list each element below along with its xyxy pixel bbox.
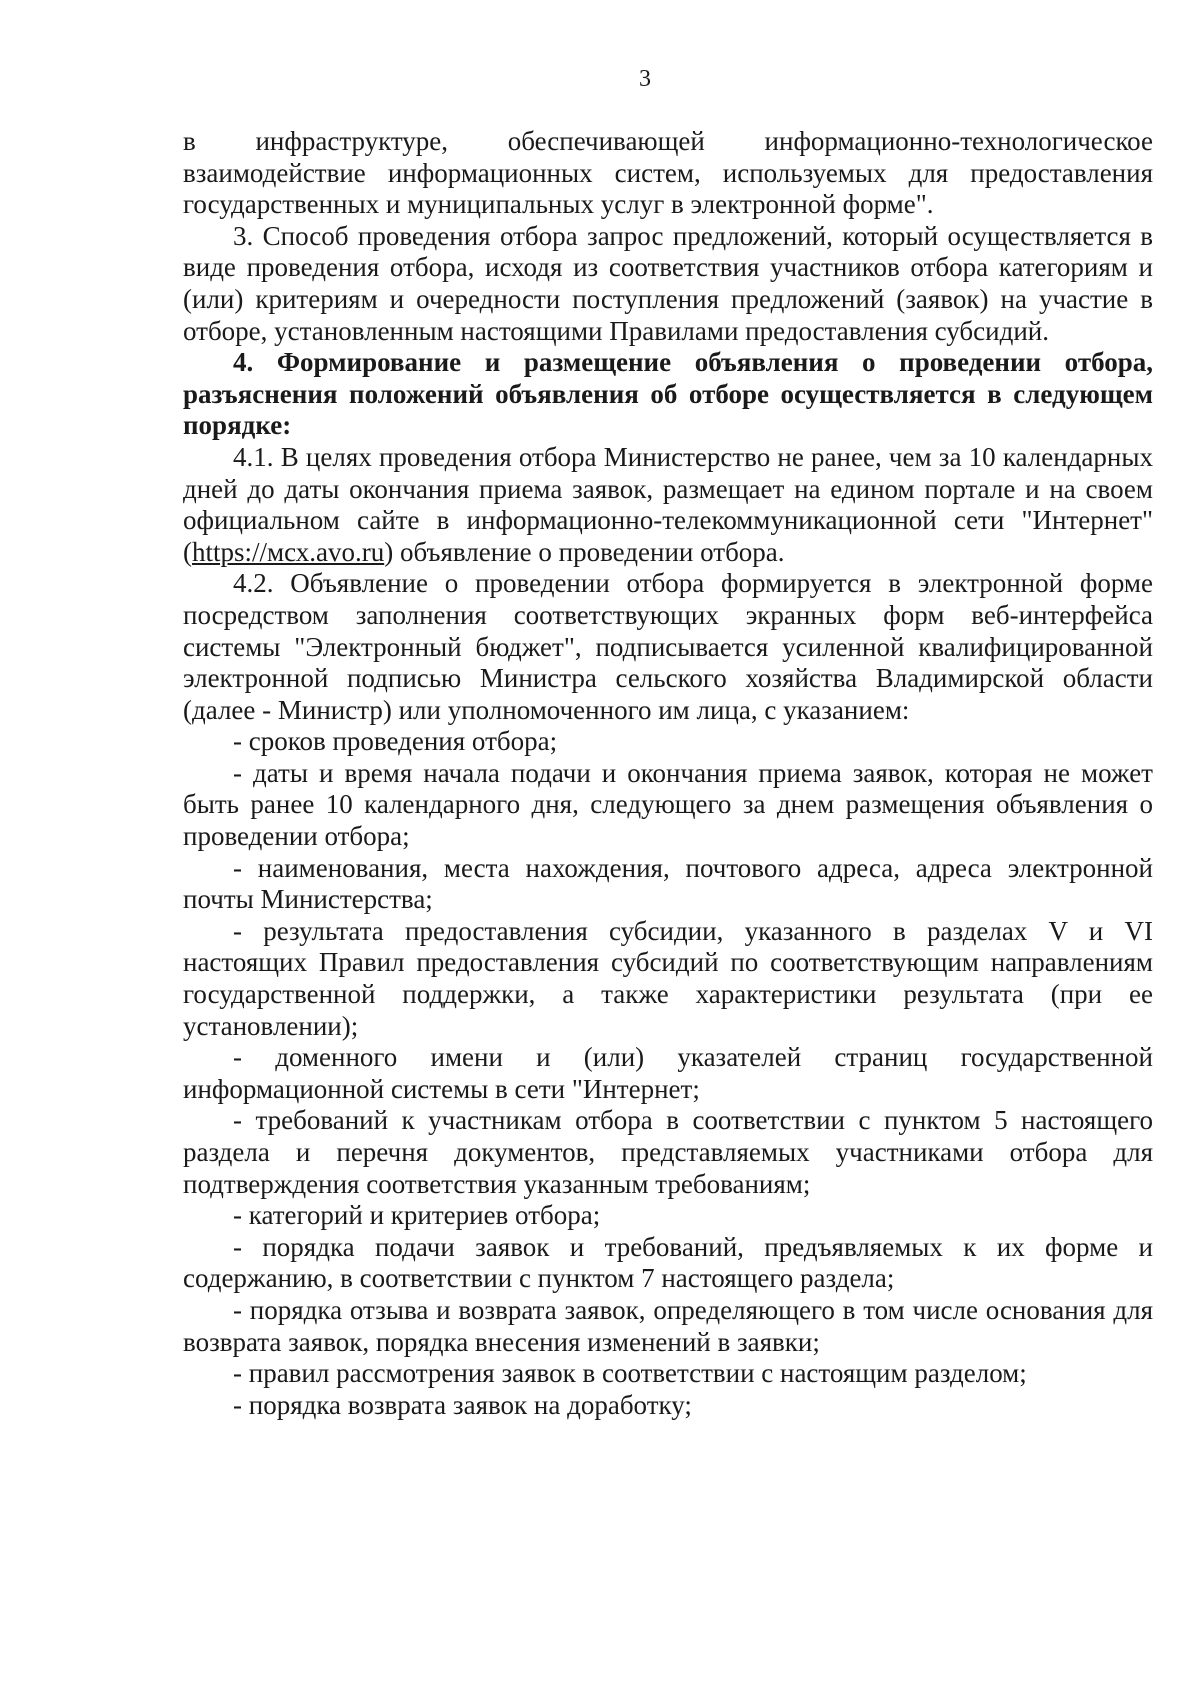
list-item-categories: - категорий и критериев отбора;: [233, 1200, 601, 1231]
paragraph-4-1-tail: ) объявление о проведении отбора.: [384, 536, 785, 567]
ministry-website-link[interactable]: https://мсх.avo.ru: [192, 536, 385, 567]
list-item-requirements: - требований к участникам отбора в соответствии с пунктом 5 настоящего раздела и перечня документов, представляемых участниками отбора для подтверждения соответствия указанным требованиям;: [183, 1105, 1153, 1199]
document-body: [183, 126, 1153, 1421]
section-heading-announcement: 4. Формирование и размещение объявления о проведении отбора, разъяснения положений объявления об отборе осуществляется в следующем порядке:: [183, 347, 1153, 441]
list-item-dates: - даты и время начала подачи и окончания приема заявок, которая не может быть ранее 10 календарного дня, следующего за днем размещения объявления о проведении отбора;: [183, 757, 1153, 852]
paragraph-selection-method: 3. Способ проведения отбора запрос предложений, который осуществляется в виде проведения отбора, исходя из соответствия участников отбора категориям и (или) критериям и очередности поступления предложений (заявок) на участие в отборе, установленным настоящими Правилами предоставления субсидий.: [183, 220, 1153, 346]
paragraph-4-2: 4.2. Объявление о проведении отбора формируется в электронной форме посредством заполнения соответствующих экранных форм веб-интерфейса системы "Электронный бюджет", подписывается усиленной квалифицированной электронной подписью Министра сельского хозяйства Владимирской области (далее - Министр) или уполномоченного им лица, с указанием:: [183, 568, 1153, 725]
paragraph-4-1-text: 4.1. В целях проведения отбора Министерство не ранее, чем за 10 календарных дней до даты окончания приема заявок, размещает на едином портале и на своем официальном сайте в информационно-телекоммуникационной сети "Интернет" (: [183, 441, 1153, 567]
paragraph-continuation: в инфраструктуре, обеспечивающей информационно-технологическое взаимодействие информационных систем, используемых для предоставления государственных и муниципальных услуг в электронной форме".: [183, 126, 1153, 220]
list-item-subsidy-result: - результата предоставления субсидии, указанного в разделах V и VI настоящих Правил предоставления субсидий по соответствующим направлениям государственной поддержки, а также характеристики результата (при ее установлении);: [183, 915, 1153, 1041]
page-number: 3: [639, 66, 651, 92]
list-item-ministry-contacts: - наименования, места нахождения, почтового адреса, адреса электронной почты Министерства;: [183, 852, 1153, 915]
list-item-return-for-revision: - порядка возврата заявок на доработку;: [233, 1389, 692, 1420]
list-item-domain-name: - доменного имени и (или) указателей страниц государственной информационной системы в сети "Интернет;: [183, 1042, 1153, 1104]
list-item-terms: - сроков проведения отбора;: [233, 726, 558, 757]
list-item-review-rules: - правил рассмотрения заявок в соответствии с настоящим разделом;: [233, 1358, 1027, 1389]
list-item-submission-order: - порядка подачи заявок и требований, предъявляемых к их форме и содержанию, в соответствии с пунктом 7 настоящего раздела;: [183, 1231, 1153, 1294]
list-item-withdrawal-order: - порядка отзыва и возврата заявок, определяющего в том числе основания для возврата заявок, порядка внесения изменений в заявки;: [183, 1294, 1153, 1357]
paragraph-4-1: [183, 442, 1153, 568]
